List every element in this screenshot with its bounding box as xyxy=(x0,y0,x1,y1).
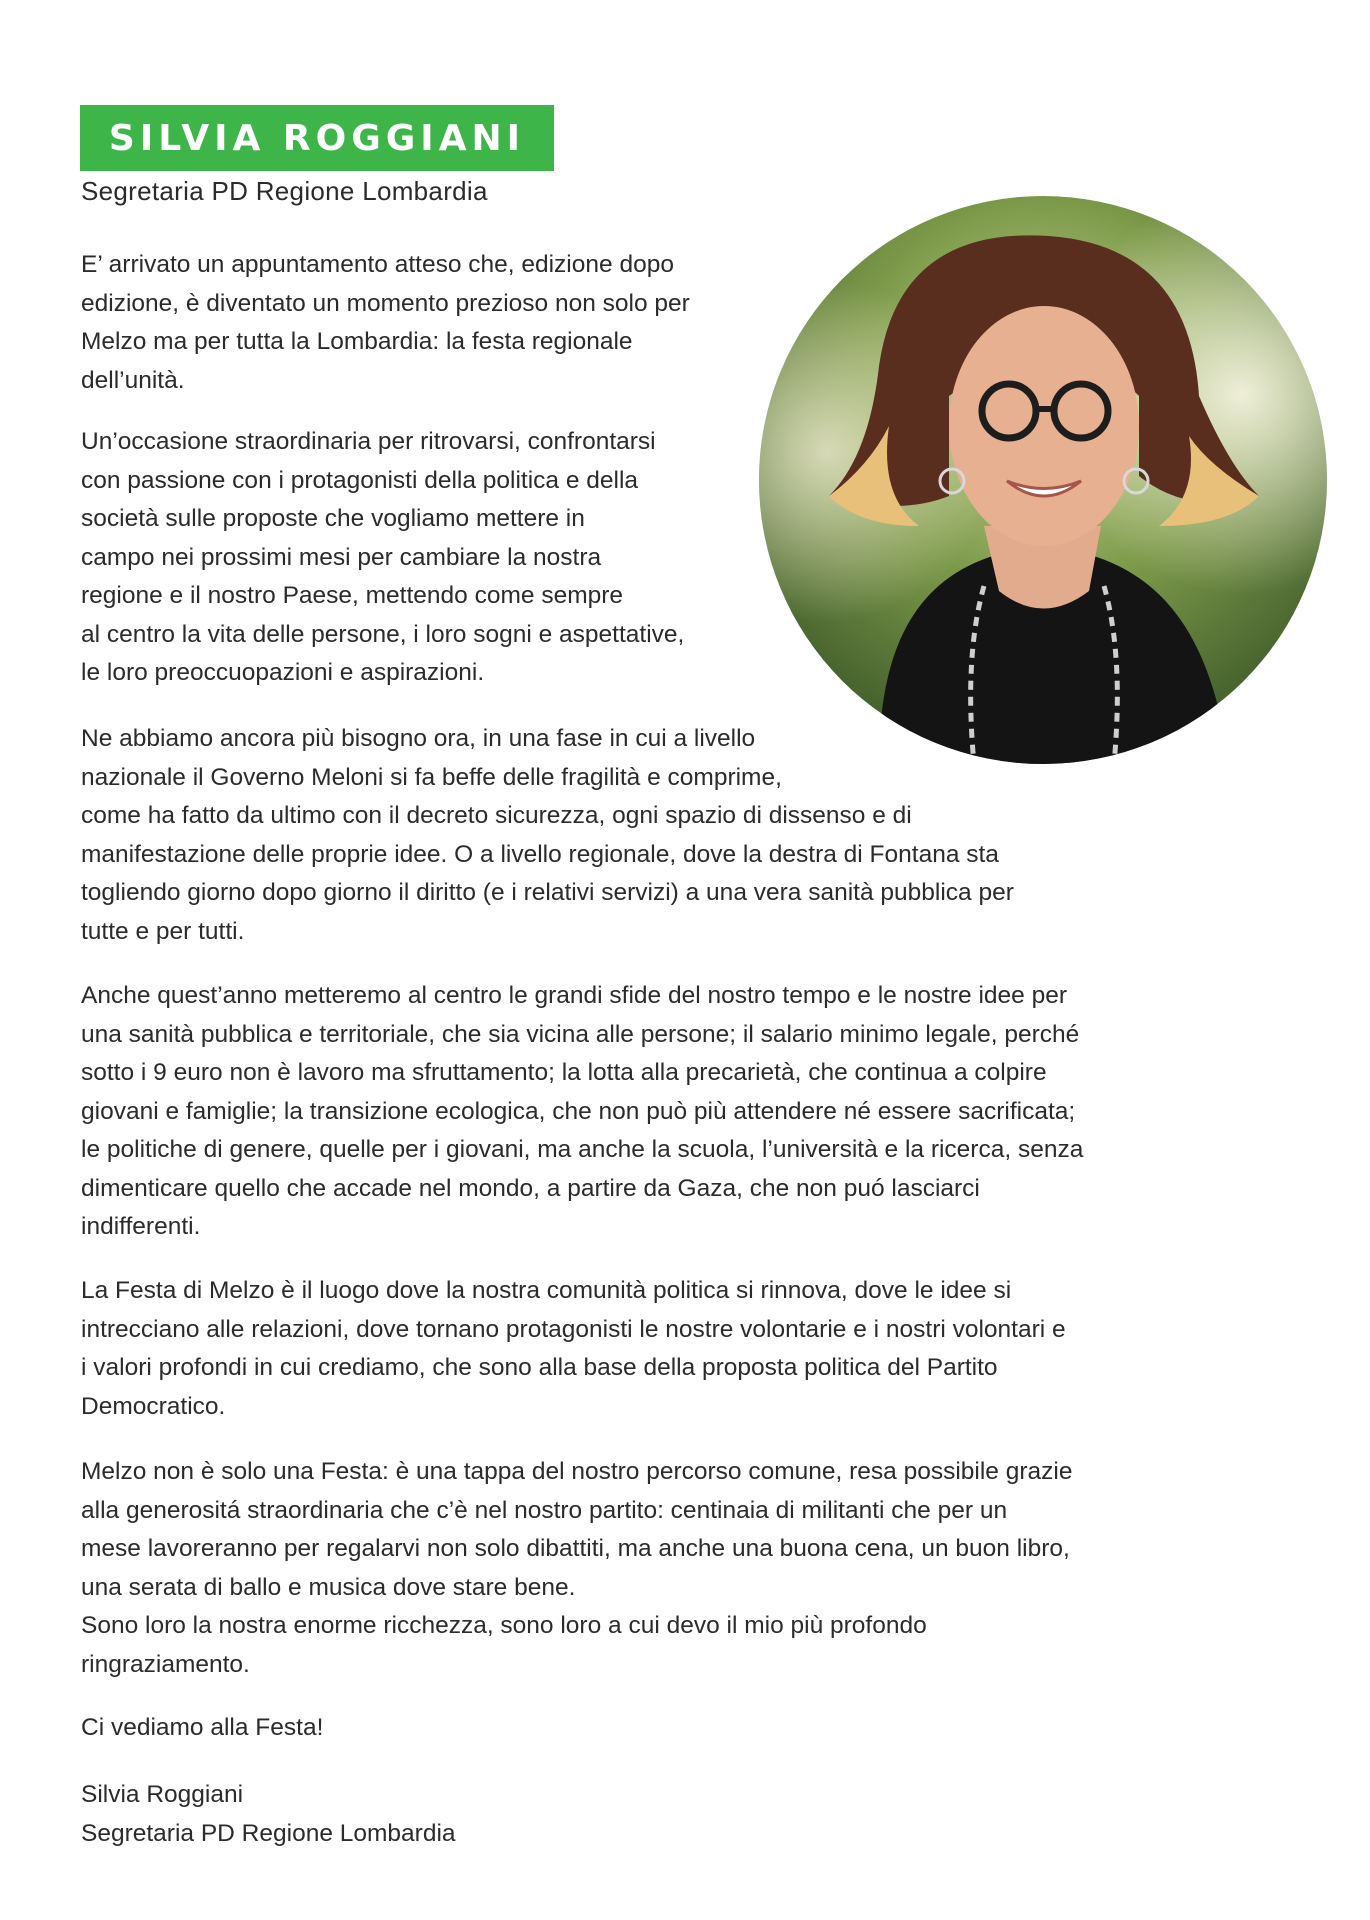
text-line: Ci vediamo alla Festa! xyxy=(81,1714,324,1741)
name-banner xyxy=(80,105,554,171)
text-line: sotto i 9 euro non è lavoro ma sfruttamento; la lotta alla precarietà, che continua a colpire xyxy=(81,1059,1047,1086)
text-line: i valori profondi in cui crediamo, che sono alla base della proposta politica del Partito xyxy=(81,1354,998,1381)
text-line: intrecciano alle relazioni, dove tornano protagonisti le nostre volontarie e i nostri volontari e xyxy=(81,1315,1066,1343)
text-line: ringraziamento. xyxy=(81,1650,250,1678)
text-line: edizione, è diventato un momento prezioso non solo per xyxy=(81,289,690,317)
text-line: manifestazione delle proprie idee. O a livello regionale, dove la destra di Fontana sta xyxy=(81,840,999,868)
text-line: società sulle proposte che vogliamo mettere in xyxy=(81,505,585,532)
text-line: Anche quest’anno metteremo al centro le grandi sfide del nostro tempo e le nostre idee per xyxy=(81,982,1068,1009)
text-line: regione e il nostro Paese, mettendo come sempre xyxy=(81,582,624,609)
text-line: La Festa di Melzo è il luogo dove la nostra comunità politica si rinnova, dove le idee si xyxy=(81,1277,1012,1304)
text-line: nazionale il Governo Meloni si fa beffe delle fragilità e comprime, xyxy=(81,763,782,791)
paragraph-1 xyxy=(81,246,690,400)
text-line: le loro preocc​uopazioni e aspirazioni. xyxy=(81,659,485,686)
text-line: Democratico. xyxy=(81,1392,226,1420)
signature xyxy=(81,1776,456,1853)
paragraph-4 xyxy=(81,977,1083,1247)
paragraph-5 xyxy=(81,1272,1066,1426)
text-line: una serata di ballo e musica dove stare bene. xyxy=(81,1573,576,1601)
paragraph-3 xyxy=(81,720,1014,951)
text-line: dimenticare quello che accade nel mondo, a partire da Gaza, che non puó lasciarci xyxy=(81,1174,980,1202)
text-line: indifferenti. xyxy=(81,1213,201,1240)
text-line: come ha fatto da ultimo con il decreto sicurezza, ogni spazio di dissenso e di xyxy=(81,802,912,829)
text-line: le politiche di genere, quelle per i giovani, ma anche la scuola, l’università e la ricerca, senza xyxy=(81,1136,1084,1163)
author-name: SILVIA ROGGIANI xyxy=(108,117,526,159)
portrait-photo xyxy=(759,196,1327,764)
text-line: una sanità pubblica e territoriale, che sia vicina alle persone; il salario minimo legale, perché xyxy=(81,1020,1080,1048)
text-line: campo nei prossimi mesi per cambiare la nostra xyxy=(81,543,602,571)
text-line: Ne abbiamo ancora più bisogno ora, in una fase in cui a livello xyxy=(81,725,756,752)
text-line: al centro la vita delle persone, i loro sogni e aspettative, xyxy=(81,620,685,648)
text-line: giovani e famiglie; la transizione ecologica, che non può più attendere né essere sacrificata; xyxy=(81,1097,1076,1125)
paragraph-6 xyxy=(81,1453,1072,1684)
text-line: E’ arrivato un appuntamento atteso che, edizione dopo xyxy=(81,251,674,278)
text-line: alla generositá straordinaria che c’è nel nostro partito: centinaia di militanti che per un xyxy=(81,1496,1008,1524)
text-line: Melzo ma per tutta la Lombardia: la festa regionale xyxy=(81,328,633,355)
text-line: dell’unità. xyxy=(81,366,185,394)
text-line: mese lavoreranno per regalarvi non solo dibattiti, ma anche una buona cena, un buon libro, xyxy=(81,1535,1070,1562)
text-line: togliendo giorno dopo giorno il diritto (e i relativi servizi) a una vera sanità pubblica per xyxy=(81,879,1014,906)
text-line: con passione con i protagonisti della politica e della xyxy=(81,466,639,494)
text-line: Un’occasione straordinaria per ritrovarsi, confrontarsi xyxy=(81,428,656,455)
text-line: Melzo non è solo una Festa: è una tappa del nostro percorso comune, resa possibile grazie xyxy=(81,1458,1073,1485)
signature-role: Segretaria PD Regione Lombardia xyxy=(81,1819,456,1847)
paragraph-2 xyxy=(81,423,684,693)
author-role: Segretaria PD Regione Lombardia xyxy=(81,176,488,206)
signature-name: Silvia Roggiani xyxy=(81,1781,244,1808)
text-line: tutte e per tutti. xyxy=(81,917,245,945)
closing-line xyxy=(81,1709,323,1748)
text-line: Sono loro la nostra enorme ricchezza, sono loro a cui devo il mio più profondo xyxy=(81,1612,927,1639)
